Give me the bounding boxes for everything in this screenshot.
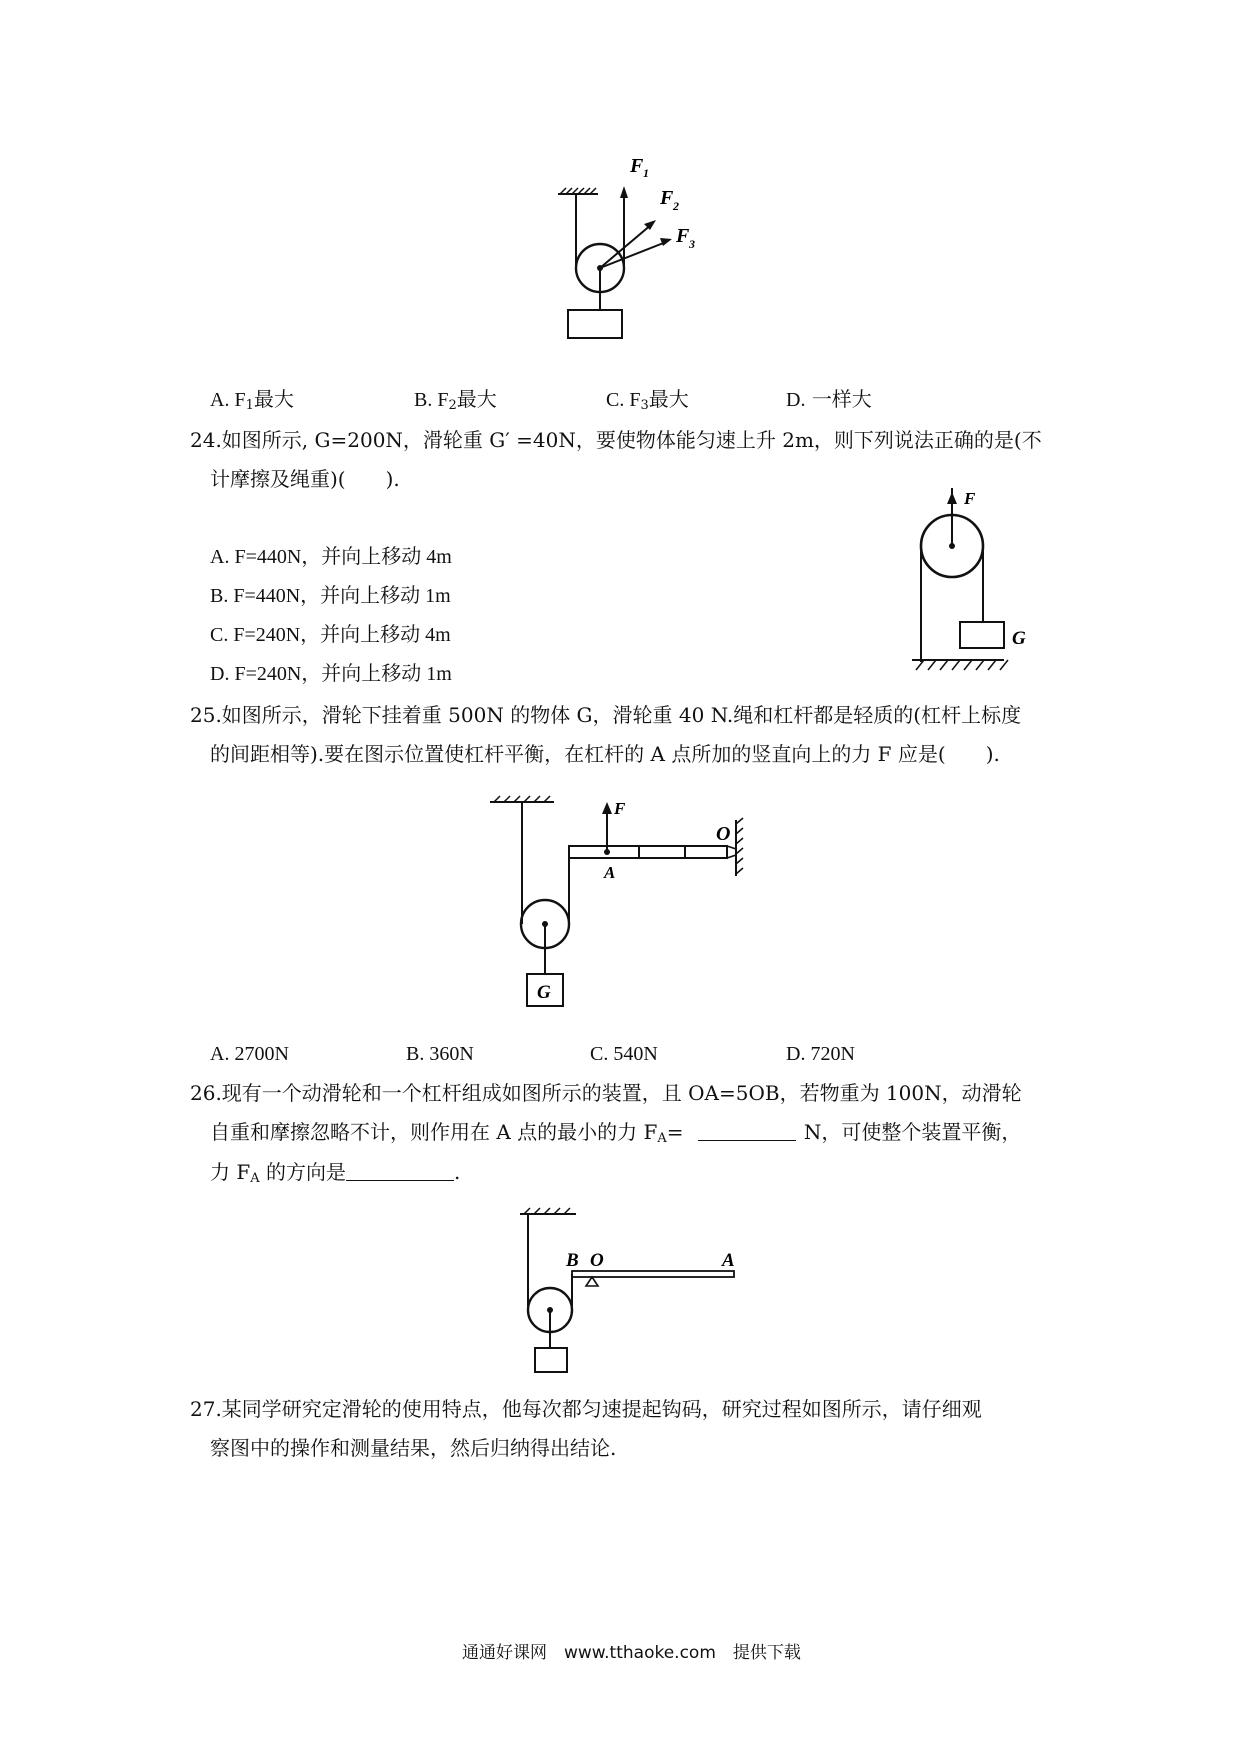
q24-label-weight: G — [1012, 628, 1026, 649]
q23-label-f2: F — [660, 187, 674, 209]
q25-stem-line1: 25.如图所示，滑轮下挂着重 500N 的物体 G，滑轮重 40 N.绳和杠杆都是轻质的(杠杆上标度 — [190, 703, 1022, 727]
q26-label-a: A — [722, 1250, 735, 1271]
q24-movable-pulley-figure — [872, 488, 1052, 678]
q26-answer-blank-1[interactable] — [698, 1122, 796, 1141]
q26-stem-line1: 26.现有一个动滑轮和一个杠杆组成如图所示的装置，且 OA=5OB，若物重为 100N，动滑轮 — [190, 1081, 1022, 1105]
q26-label-o: O — [590, 1250, 604, 1271]
q24-label-force: F — [964, 489, 976, 508]
q25-lever-pulley-figure — [480, 784, 780, 1014]
page-footer: 通通好课网 www.tthaoke.com 提供下载 — [462, 1643, 801, 1663]
q25-option-a: A. 2700N — [210, 1043, 289, 1065]
q24-stem-line2: 计摩擦及绳重)( ). — [210, 467, 400, 491]
q23-option-c: C. $F_3$最大 — [606, 387, 689, 413]
q25-label-o: O — [716, 823, 731, 845]
q24-option-b: B. F=440N，并向上移动 1m — [210, 585, 451, 607]
q23-label-f2-sub: 2 — [673, 199, 679, 213]
q26-stem-line2: 自重和摩擦忽略不计，则作用在 A 点的最小的力 $F_A= N$，可使整个装置平衡， — [210, 1120, 1022, 1146]
q26-answer-blank-2[interactable] — [346, 1162, 454, 1181]
q25-option-c: C. 540N — [590, 1043, 658, 1065]
q25-label-force: F — [614, 799, 626, 818]
q27-stem-line2: 察图中的操作和测量结果，然后归纳得出结论. — [210, 1436, 617, 1460]
q24-option-c: C. F=240N，并向上移动 4m — [210, 624, 451, 646]
q26-lever-pulley-figure — [508, 1200, 748, 1380]
q26-label-b: B — [566, 1250, 579, 1271]
q23-label-f1-sub: 1 — [643, 166, 649, 180]
q24-stem-line1: 24.如图所示, G=200N，滑轮重 G′ =40N，要使物体能匀速上升 2m，则下列说法正确的是(不 — [190, 428, 1042, 452]
q24-option-d: D. F=240N，并向上移动 1m — [210, 663, 452, 685]
q23-label-f3-sub: 3 — [689, 237, 695, 251]
q23-pulley-figure — [540, 150, 720, 370]
q23-option-a: A. $F_1$最大 — [210, 387, 294, 413]
q25-option-d: D. 720N — [786, 1043, 855, 1065]
q23-label-f1: F — [630, 155, 644, 177]
q26-stem-line3: 力 $F_A$ 的方向是 . — [210, 1160, 461, 1186]
q25-stem-line2: 的间距相等).要在图示位置使杠杆平衡，在杠杆的 A 点所加的竖直向上的力 F 应是( ). — [210, 742, 1000, 766]
q27-stem-line1: 27.某同学研究定滑轮的使用特点，他每次都匀速提起钩码，研究过程如图所示，请仔细观 — [190, 1397, 982, 1421]
q25-option-b: B. 360N — [406, 1043, 474, 1065]
q24-option-a: A. F=440N，并向上移动 4m — [210, 546, 452, 568]
q23-option-d: D. 一样大 — [786, 387, 872, 411]
q25-label-g: G — [537, 982, 551, 1003]
q23-option-b: B. $F_2$最大 — [414, 387, 497, 413]
q23-label-f3: F — [676, 225, 690, 247]
q25-label-a: A — [604, 863, 616, 882]
